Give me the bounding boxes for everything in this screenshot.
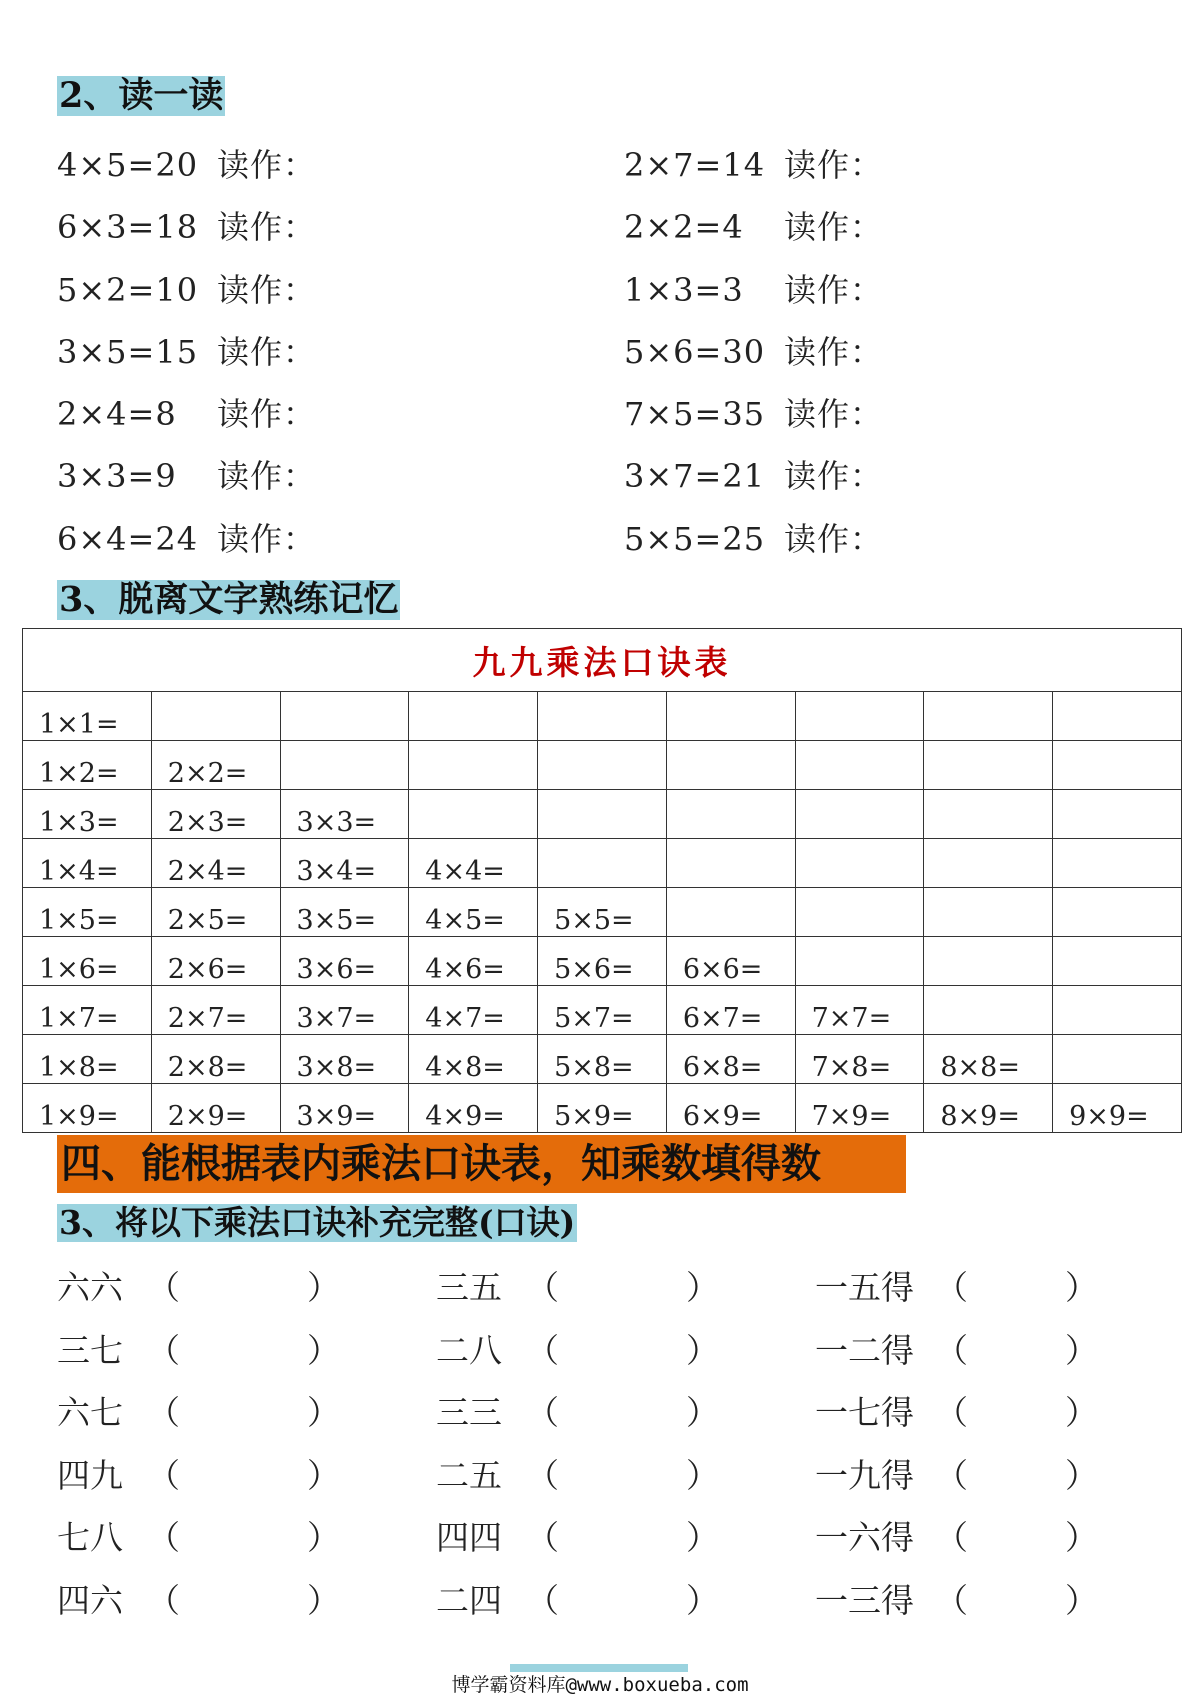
read-item: [57, 451, 316, 497]
table-cell: [1053, 1035, 1182, 1084]
table-cell: 9×9=: [1053, 1084, 1182, 1133]
paren-close: ）: [686, 1581, 719, 1620]
table-cell: 7×8=: [795, 1035, 924, 1084]
section-title-memory: 3、脱离文字熟练记忆: [59, 579, 399, 620]
table-cell: [538, 692, 667, 741]
table-cell: 3×9=: [280, 1084, 409, 1133]
equation: 6×4=24: [57, 520, 199, 558]
paren-open: （: [935, 1456, 968, 1495]
section-title-complete: 3、将以下乘法口诀补充完整(口诀): [59, 1203, 576, 1242]
table-cell: 3×8=: [280, 1035, 409, 1084]
paren-close: ）: [686, 1518, 719, 1557]
table-cell: [1053, 790, 1182, 839]
table-cell: [666, 790, 795, 839]
table-cell: 1×4=: [23, 839, 152, 888]
table-cell: 2×4=: [151, 839, 280, 888]
table-cell: 4×4=: [409, 839, 538, 888]
table-cell: [666, 692, 795, 741]
paren-open: （: [526, 1393, 559, 1432]
equation: 7×5=35: [624, 395, 766, 433]
read-as-label: 读作：: [784, 395, 884, 433]
table-cell: [1053, 986, 1182, 1035]
paren-close: ）: [686, 1268, 719, 1307]
rhyme-prefix: 一五得: [815, 1268, 914, 1307]
rhyme-prefix: 七八: [57, 1518, 123, 1557]
read-item: [624, 514, 883, 560]
table-cell: [409, 741, 538, 790]
rhyme-prefix: 二四: [436, 1581, 502, 1620]
equation: 3×7=21: [624, 457, 766, 495]
paren-open: （: [526, 1456, 559, 1495]
equation: 5×6=30: [624, 333, 766, 371]
table-cell: 4×8=: [409, 1035, 538, 1084]
fill-item: [436, 1575, 719, 1622]
rhyme-prefix: 一六得: [815, 1518, 914, 1557]
table-cell: 5×8=: [538, 1035, 667, 1084]
equation: 5×2=10: [57, 271, 199, 309]
paren-close: ）: [1065, 1331, 1098, 1370]
read-as-label: 读作：: [217, 208, 317, 246]
rhyme-prefix: 三五: [436, 1268, 502, 1307]
table-cell: [924, 790, 1053, 839]
table-cell: 1×5=: [23, 888, 152, 937]
table-cell: [795, 937, 924, 986]
equation: 2×4=8: [57, 395, 177, 433]
table-cell: 4×5=: [409, 888, 538, 937]
table-cell: [409, 692, 538, 741]
table-cell: [666, 839, 795, 888]
rhyme-prefix: 一九得: [815, 1456, 914, 1495]
table-cell: 3×5=: [280, 888, 409, 937]
paren-open: （: [935, 1393, 968, 1432]
paren-open: （: [147, 1581, 180, 1620]
rhyme-prefix: 二五: [436, 1456, 502, 1495]
table-cell: [1053, 888, 1182, 937]
table-cell: [538, 741, 667, 790]
multiplication-table: [22, 628, 1182, 1133]
paren-close: ）: [1065, 1268, 1098, 1307]
fill-item: [57, 1450, 340, 1497]
paren-close: ）: [307, 1268, 340, 1307]
table-cell: [151, 692, 280, 741]
paren-close: ）: [686, 1393, 719, 1432]
table-cell: 4×6=: [409, 937, 538, 986]
paren-open: （: [526, 1268, 559, 1307]
table-cell: [1053, 839, 1182, 888]
read-as-label: 读作：: [784, 208, 884, 246]
read-item: [624, 451, 883, 497]
read-as-label: 读作：: [784, 271, 884, 309]
table-cell: [795, 839, 924, 888]
table-cell: [924, 741, 1053, 790]
table-cell: 1×8=: [23, 1035, 152, 1084]
read-as-label: 读作：: [217, 271, 317, 309]
fill-item: [57, 1262, 340, 1309]
table-cell: [280, 741, 409, 790]
table-cell: 1×7=: [23, 986, 152, 1035]
table-cell: 5×6=: [538, 937, 667, 986]
rhyme-prefix: 四九: [57, 1456, 123, 1495]
paren-open: （: [935, 1331, 968, 1370]
table-cell: 7×7=: [795, 986, 924, 1035]
table-cell: 1×1=: [23, 692, 152, 741]
table-cell: 5×5=: [538, 888, 667, 937]
fill-item: [815, 1512, 1098, 1559]
table-cell: 8×8=: [924, 1035, 1053, 1084]
paren-open: （: [526, 1331, 559, 1370]
table-cell: [795, 790, 924, 839]
table-cell: 2×2=: [151, 741, 280, 790]
read-as-label: 读作：: [784, 333, 884, 371]
rhyme-prefix: 一三得: [815, 1581, 914, 1620]
fill-item: [436, 1450, 719, 1497]
paren-close: ）: [307, 1581, 340, 1620]
rhyme-prefix: 一七得: [815, 1393, 914, 1432]
table-cell: [666, 888, 795, 937]
rhyme-prefix: 三七: [57, 1331, 123, 1370]
paren-open: （: [526, 1518, 559, 1557]
read-as-label: 读作：: [217, 395, 317, 433]
table-cell: [538, 839, 667, 888]
footer-watermark: 博学霸资料库@www.boxueba.com: [451, 1674, 749, 1696]
rhyme-prefix: 六六: [57, 1268, 123, 1307]
equation: 4×5=20: [57, 146, 199, 184]
table-cell: 1×3=: [23, 790, 152, 839]
table-cell: [1053, 937, 1182, 986]
read-item: [624, 202, 883, 248]
paren-close: ）: [1065, 1581, 1098, 1620]
table-cell: 3×6=: [280, 937, 409, 986]
table-cell: 1×9=: [23, 1084, 152, 1133]
table-cell: 6×9=: [666, 1084, 795, 1133]
table-cell: 5×7=: [538, 986, 667, 1035]
read-item: [57, 265, 316, 311]
table-cell: 6×8=: [666, 1035, 795, 1084]
paren-close: ）: [686, 1331, 719, 1370]
table-cell: 2×7=: [151, 986, 280, 1035]
table-cell: [924, 986, 1053, 1035]
paren-open: （: [935, 1581, 968, 1620]
paren-open: （: [147, 1456, 180, 1495]
paren-open: （: [935, 1268, 968, 1307]
paren-close: ）: [307, 1518, 340, 1557]
table-cell: 2×5=: [151, 888, 280, 937]
fill-item: [57, 1575, 340, 1622]
fill-item: [436, 1512, 719, 1559]
table-cell: 8×9=: [924, 1084, 1053, 1133]
table-cell: 4×9=: [409, 1084, 538, 1133]
read-as-label: 读作：: [217, 333, 317, 371]
fill-item: [815, 1325, 1098, 1372]
table-cell: 2×3=: [151, 790, 280, 839]
paren-close: ）: [1065, 1393, 1098, 1432]
equation: 1×3=3: [624, 271, 744, 309]
table-cell: [280, 692, 409, 741]
rhyme-prefix: 二八: [436, 1331, 502, 1370]
rhyme-prefix: 六七: [57, 1393, 123, 1432]
part4-title: 四、能根据表内乘法口诀表，知乘数填得数: [57, 1135, 906, 1193]
table-cell: [795, 888, 924, 937]
paren-open: （: [526, 1581, 559, 1620]
equation: 6×3=18: [57, 208, 199, 246]
table-cell: 2×8=: [151, 1035, 280, 1084]
read-as-label: 读作：: [784, 520, 884, 558]
rhyme-prefix: 四六: [57, 1581, 123, 1620]
paren-close: ）: [1065, 1456, 1098, 1495]
table-cell: 4×7=: [409, 986, 538, 1035]
rhyme-prefix: 四四: [436, 1518, 502, 1557]
equation: 5×5=25: [624, 520, 766, 558]
table-cell: 7×9=: [795, 1084, 924, 1133]
paren-close: ）: [307, 1331, 340, 1370]
paren-close: ）: [307, 1393, 340, 1432]
table-cell: 1×6=: [23, 937, 152, 986]
fill-item: [815, 1575, 1098, 1622]
table-cell: 2×6=: [151, 937, 280, 986]
read-item: [624, 140, 883, 186]
table-cell: [924, 839, 1053, 888]
paren-close: ）: [1065, 1518, 1098, 1557]
read-as-label: 读作：: [217, 520, 317, 558]
read-item: [57, 140, 316, 186]
rhyme-prefix: 一二得: [815, 1331, 914, 1370]
table-cell: [795, 741, 924, 790]
fill-item: [57, 1512, 340, 1559]
table-title: 九九乘法口诀表: [23, 629, 1182, 692]
read-as-label: 读作：: [784, 146, 884, 184]
table-cell: 3×4=: [280, 839, 409, 888]
table-cell: [795, 692, 924, 741]
table-cell: 3×3=: [280, 790, 409, 839]
paren-open: （: [147, 1331, 180, 1370]
table-cell: 1×2=: [23, 741, 152, 790]
read-item: [57, 327, 316, 373]
read-as-label: 读作：: [784, 457, 884, 495]
table-cell: [1053, 741, 1182, 790]
paren-open: （: [147, 1268, 180, 1307]
read-item: [624, 327, 883, 373]
read-as-label: 读作：: [217, 457, 317, 495]
paren-close: ）: [307, 1456, 340, 1495]
rhyme-prefix: 三三: [436, 1393, 502, 1432]
paren-close: ）: [686, 1456, 719, 1495]
read-item: [624, 265, 883, 311]
table-cell: [538, 790, 667, 839]
table-cell: [1053, 692, 1182, 741]
table-cell: 3×7=: [280, 986, 409, 1035]
table-cell: [924, 692, 1053, 741]
table-cell: [924, 888, 1053, 937]
read-item: [57, 514, 316, 560]
read-item: [57, 202, 316, 248]
table-cell: [666, 741, 795, 790]
fill-item: [57, 1387, 340, 1434]
equation: 3×5=15: [57, 333, 199, 371]
equation: 3×3=9: [57, 457, 177, 495]
read-item: [57, 389, 316, 435]
fill-item: [436, 1325, 719, 1372]
section-title-read: 2、读一读: [59, 75, 224, 116]
table-cell: 2×9=: [151, 1084, 280, 1133]
paren-open: （: [935, 1518, 968, 1557]
fill-item: [436, 1387, 719, 1434]
table-cell: 6×6=: [666, 937, 795, 986]
fill-item: [815, 1262, 1098, 1309]
paren-open: （: [147, 1393, 180, 1432]
table-cell: 6×7=: [666, 986, 795, 1035]
read-as-label: 读作：: [217, 146, 317, 184]
paren-open: （: [147, 1518, 180, 1557]
table-cell: [924, 937, 1053, 986]
fill-item: [436, 1262, 719, 1309]
table-cell: 5×9=: [538, 1084, 667, 1133]
fill-item: [57, 1325, 340, 1372]
fill-item: [815, 1450, 1098, 1497]
table-cell: [409, 790, 538, 839]
equation: 2×7=14: [624, 146, 766, 184]
equation: 2×2=4: [624, 208, 744, 246]
read-item: [624, 389, 883, 435]
fill-item: [815, 1387, 1098, 1434]
